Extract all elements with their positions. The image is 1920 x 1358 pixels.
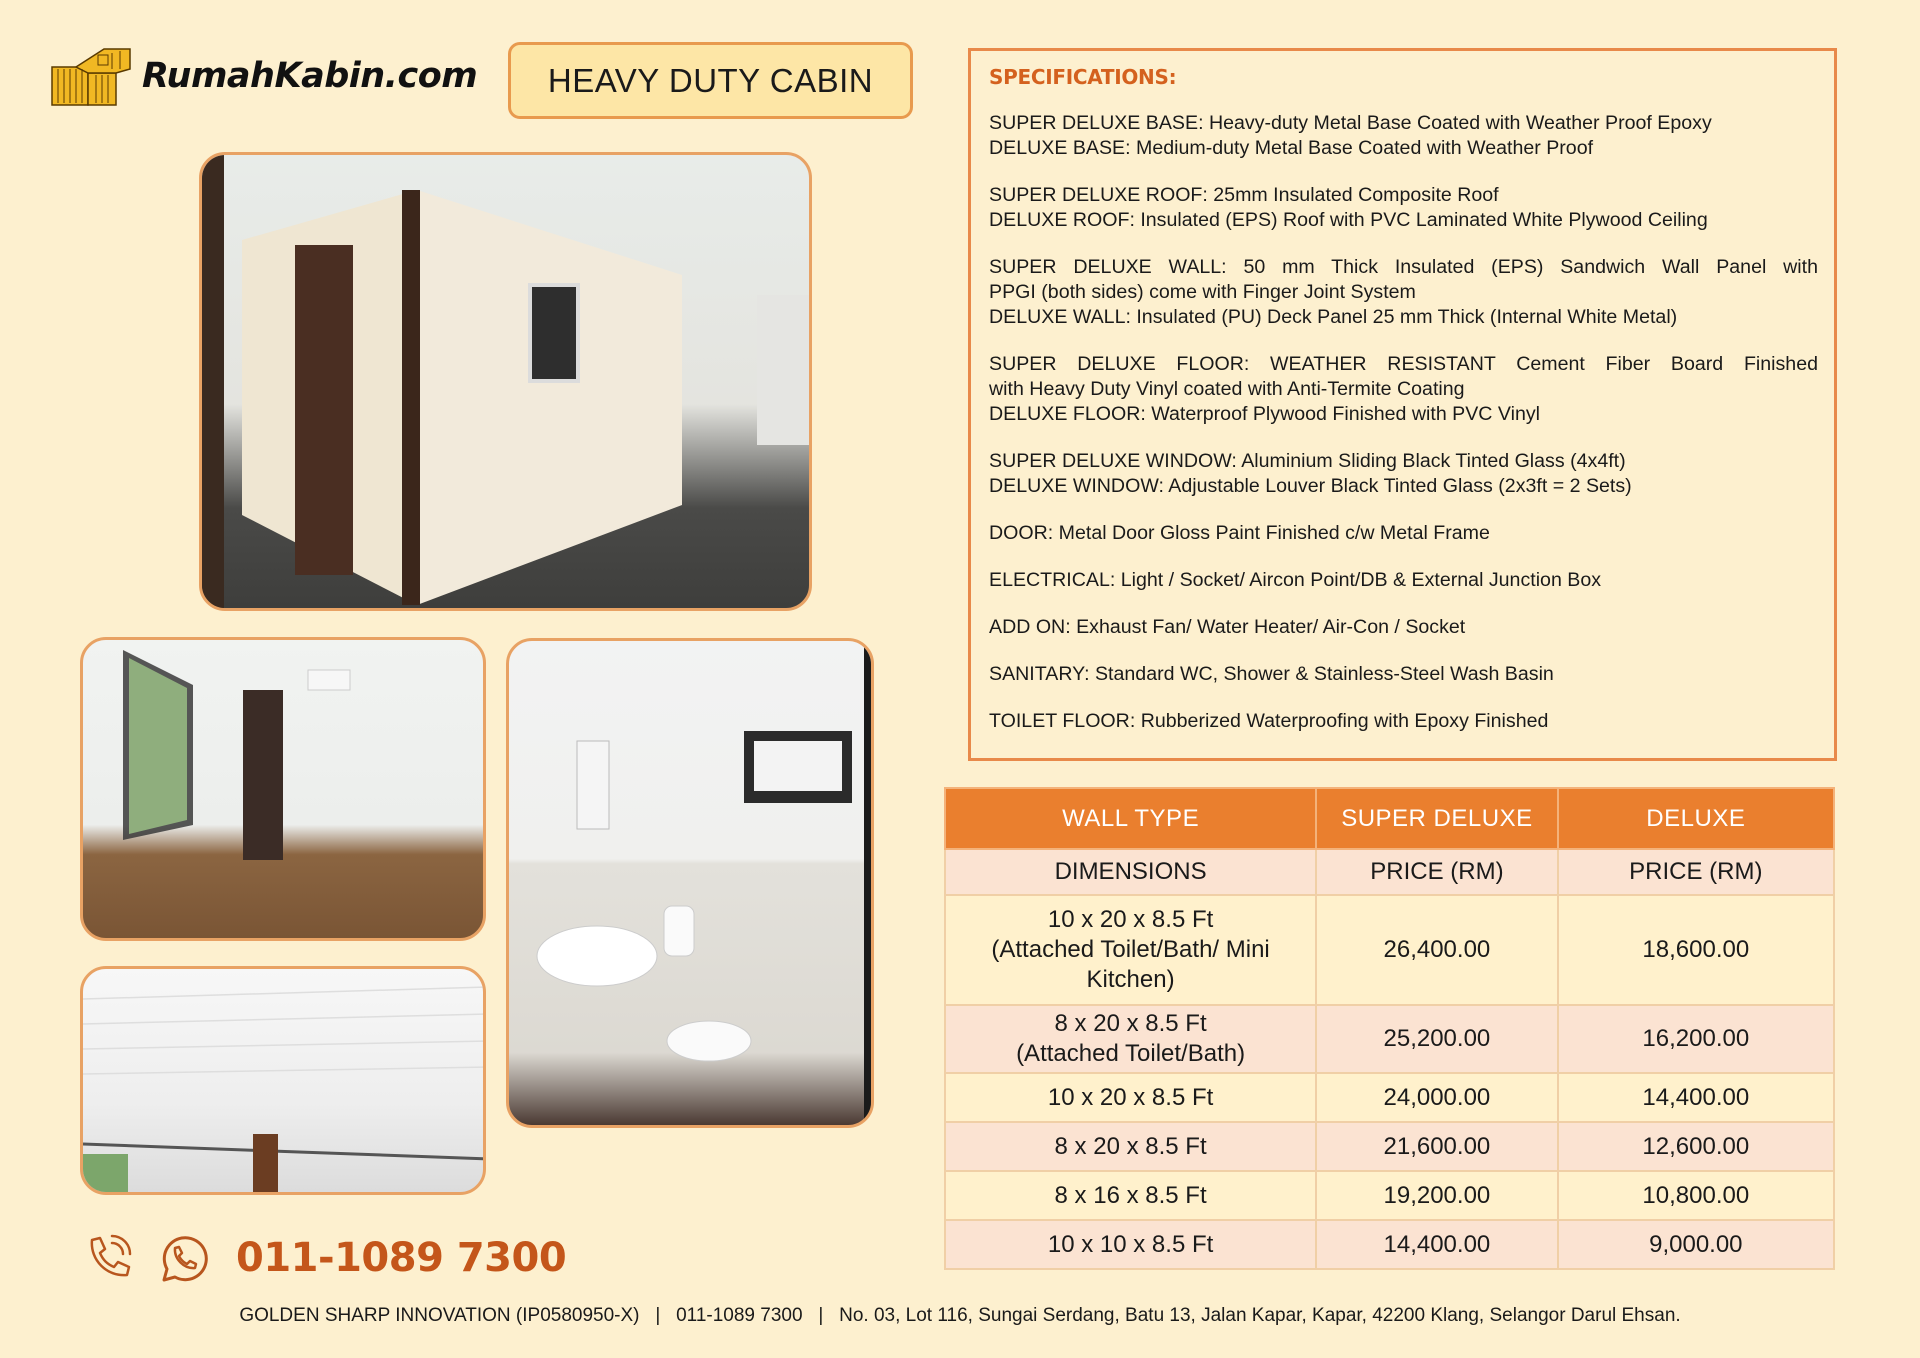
spec-add-on xyxy=(989,615,1818,640)
spec-floor xyxy=(989,352,1818,427)
spec-line: SUPER DELUXE FLOOR: WEATHER RESISTANT Cement Fiber Board Finished xyxy=(989,353,1818,375)
spec-line: SUPER DELUXE BASE: Heavy-duty Metal Base Coated with Weather Proof Epoxy xyxy=(989,112,1712,134)
spec-line: with Heavy Duty Vinyl coated with Anti-Termite Coating xyxy=(989,378,1465,400)
table-row xyxy=(945,1122,1834,1171)
table-row xyxy=(945,895,1834,1005)
spec-sanitary xyxy=(989,662,1818,687)
spec-line: SUPER DELUXE ROOF: 25mm Insulated Composite Roof xyxy=(989,184,1499,206)
header-super-deluxe: SUPER DELUXE xyxy=(1316,788,1557,849)
table-header-row xyxy=(945,788,1834,849)
super-deluxe-price: 26,400.00 xyxy=(1316,895,1557,1005)
spec-wall xyxy=(989,255,1818,330)
cabin-interior-photo xyxy=(80,637,486,941)
subheader-price: PRICE (RM) xyxy=(1558,849,1834,895)
super-deluxe-price: 24,000.00 xyxy=(1316,1073,1557,1122)
spec-window xyxy=(989,449,1818,499)
dimension-cell: 10 x 20 x 8.5 Ft xyxy=(945,1073,1316,1122)
footer-company-info: GOLDEN SHARP INNOVATION (IP0580950-X) | 011-1089 7300 | No. 03, Lot 116, Sungai Serdang, Batu 13, Jalan Kapar, Kapar, 42200 Klang, Selangor Darul Ehsan. xyxy=(239,1305,1681,1326)
spec-line: DELUXE ROOF: Insulated (EPS) Roof with PVC Laminated White Plywood Ceiling xyxy=(989,209,1708,231)
contact-phone[interactable] xyxy=(80,1228,566,1288)
super-deluxe-price: 14,400.00 xyxy=(1316,1220,1557,1269)
spec-line: TOILET FLOOR: Rubberized Waterproofing with Epoxy Finished xyxy=(989,710,1549,732)
whatsapp-icon xyxy=(154,1230,210,1286)
brand-logo[interactable] xyxy=(50,45,478,107)
spec-line: DOOR: Metal Door Gloss Paint Finished c/w Metal Frame xyxy=(989,522,1490,544)
deluxe-price: 18,600.00 xyxy=(1558,895,1834,1005)
deluxe-price: 9,000.00 xyxy=(1558,1220,1834,1269)
spec-line: ADD ON: Exhaust Fan/ Water Heater/ Air-Con / Socket xyxy=(989,616,1466,638)
header-wall-type: WALL TYPE xyxy=(945,788,1316,849)
ceiling-photo xyxy=(80,966,486,1195)
spec-line: DELUXE WINDOW: Adjustable Louver Black Tinted Glass (2x3ft = 2 Sets) xyxy=(989,475,1632,497)
spec-line: SUPER DELUXE WALL: 50 mm Thick Insulated (EPS) Sandwich Wall Panel with xyxy=(989,256,1818,278)
cabin-exterior-photo xyxy=(199,152,812,611)
price-table xyxy=(944,787,1835,1270)
subheader-dimensions: DIMENSIONS xyxy=(945,849,1316,895)
deluxe-price: 14,400.00 xyxy=(1558,1073,1834,1122)
super-deluxe-price: 25,200.00 xyxy=(1316,1005,1557,1073)
dimension-cell: 8 x 16 x 8.5 Ft xyxy=(945,1171,1316,1220)
spec-line: SANITARY: Standard WC, Shower & Stainless-Steel Wash Basin xyxy=(989,663,1554,685)
table-row xyxy=(945,1005,1834,1073)
deluxe-price: 12,600.00 xyxy=(1558,1122,1834,1171)
spec-line: DELUXE FLOOR: Waterproof Plywood Finished with PVC Vinyl xyxy=(989,403,1541,425)
dimension-cell: 10 x 20 x 8.5 Ft (Attached Toilet/Bath/ Mini Kitchen) xyxy=(945,895,1316,1005)
spec-roof xyxy=(989,183,1818,233)
spec-line: SUPER DELUXE WINDOW: Aluminium Sliding Black Tinted Glass (4x4ft) xyxy=(989,450,1626,472)
table-row xyxy=(945,1073,1834,1122)
spec-line: DELUXE BASE: Medium-duty Metal Base Coated with Weather Proof xyxy=(989,137,1594,159)
table-row xyxy=(945,1171,1834,1220)
dimension-cell: 8 x 20 x 8.5 Ft (Attached Toilet/Bath) xyxy=(945,1005,1316,1073)
spec-toilet-floor xyxy=(989,709,1818,734)
dimension-cell: 10 x 10 x 8.5 Ft xyxy=(945,1220,1316,1269)
table-row xyxy=(945,1220,1834,1269)
phone-number[interactable]: 011-1089 7300 xyxy=(236,1235,567,1281)
subheader-price: PRICE (RM) xyxy=(1316,849,1557,895)
header-deluxe: DELUXE xyxy=(1558,788,1834,849)
spec-base xyxy=(989,111,1818,161)
deluxe-price: 16,200.00 xyxy=(1558,1005,1834,1073)
specifications-panel xyxy=(968,48,1837,761)
specifications-heading: SPECIFICATIONS: xyxy=(989,65,1177,89)
brand-name: RumahKabin.com xyxy=(142,56,478,96)
page-title: HEAVY DUTY CABIN xyxy=(547,61,874,99)
spec-line: DELUXE WALL: Insulated (PU) Deck Panel 25 mm Thick (Internal White Metal) xyxy=(989,306,1678,328)
spec-line: ELECTRICAL: Light / Socket/ Aircon Point/DB & External Junction Box xyxy=(989,569,1602,591)
deluxe-price: 10,800.00 xyxy=(1558,1171,1834,1220)
super-deluxe-price: 19,200.00 xyxy=(1316,1171,1557,1220)
page-title-box xyxy=(508,42,913,119)
bathroom-photo xyxy=(506,638,874,1128)
container-stack-icon xyxy=(50,45,132,107)
super-deluxe-price: 21,600.00 xyxy=(1316,1122,1557,1171)
dimension-cell: 8 x 20 x 8.5 Ft xyxy=(945,1122,1316,1171)
spec-door xyxy=(989,521,1818,546)
phone-icon xyxy=(80,1230,136,1286)
spec-electrical xyxy=(989,568,1818,593)
spec-line: PPGI (both sides) come with Finger Joint System xyxy=(989,281,1416,303)
table-subheader-row xyxy=(945,849,1834,895)
